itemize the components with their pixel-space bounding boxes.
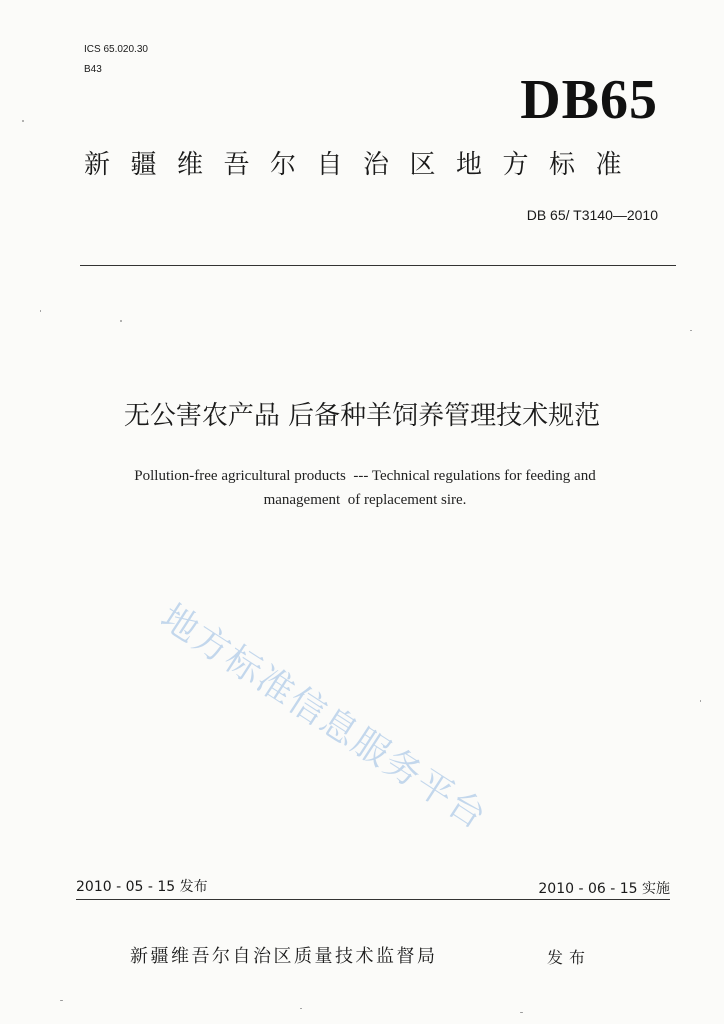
- header-divider: [80, 265, 676, 266]
- standard-type: 新疆维吾尔自治区地方标准: [84, 150, 643, 180]
- scan-noise: [700, 700, 701, 702]
- footer-divider: [76, 899, 670, 900]
- standard-number: DB 65/ T3140—2010: [526, 207, 658, 223]
- implementation-date: 2010 - 06 - 15 实施: [538, 881, 670, 897]
- scan-noise: [22, 120, 24, 122]
- title-english-line2: management of replacement sire.: [263, 492, 467, 508]
- issue-date: 2010 - 05 - 15 发布: [76, 879, 208, 895]
- ccs-code: B43: [84, 64, 102, 75]
- scan-noise: [40, 310, 41, 312]
- ics-code: ICS 65.020.30: [84, 44, 148, 55]
- scan-noise: [300, 1008, 302, 1009]
- title-english-line1: Pollution-free agricultural products --- Technical regulations for feeding and: [134, 468, 596, 484]
- issuer: 新疆维吾尔自治区质量技术监督局: [130, 946, 438, 967]
- db65-logo: DB65: [520, 69, 658, 131]
- scan-noise: [60, 1000, 63, 1001]
- issuer-suffix: 发布: [547, 948, 592, 967]
- scan-noise: [120, 320, 122, 322]
- watermark: 地方标准信息服务平台: [153, 596, 495, 839]
- scan-noise: [690, 330, 692, 331]
- scan-noise: [520, 1012, 523, 1013]
- title-english: [70, 464, 660, 512]
- title-chinese: 无公害农产品 后备种羊饲养管理技术规范: [123, 401, 601, 431]
